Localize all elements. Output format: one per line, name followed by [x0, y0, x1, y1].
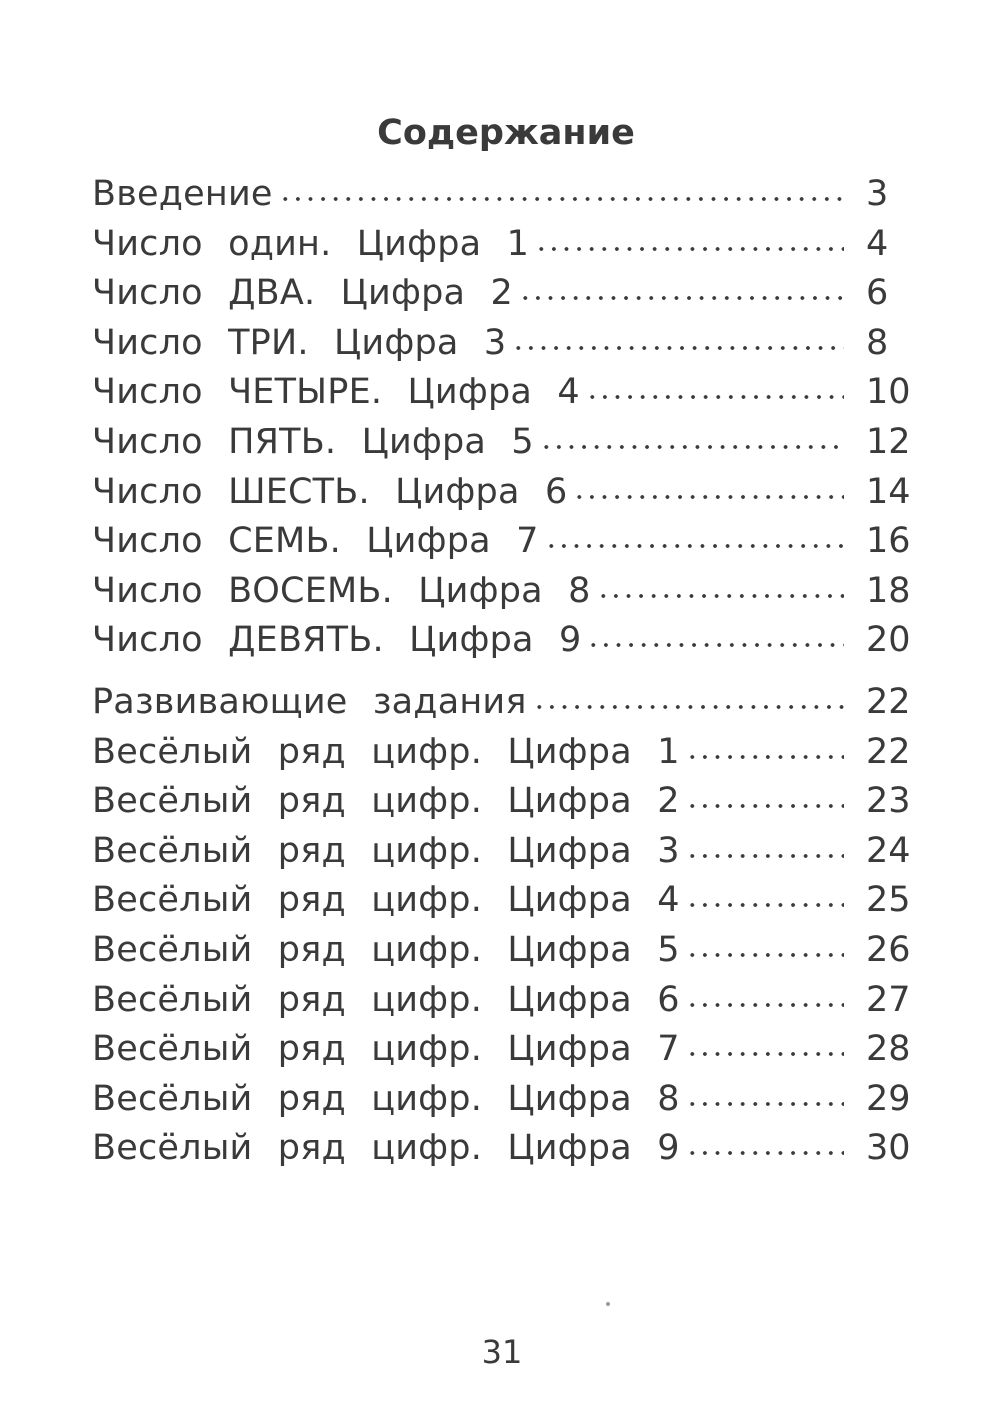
- toc-entry-label: Число СЕМЬ. Цифра 7: [92, 521, 539, 562]
- toc-entry: [92, 319, 918, 369]
- stray-dot-mark: [606, 1302, 610, 1306]
- toc-entry: [92, 220, 918, 270]
- toc-entry-label: Весёлый ряд цифр. Цифра 6: [92, 979, 680, 1020]
- toc-dot-leader: [686, 1000, 844, 1010]
- toc-entry: [92, 1124, 918, 1174]
- toc-dot-leader: [686, 1049, 844, 1059]
- toc-entry: [92, 827, 918, 877]
- toc-entry-label: Развивающие задания: [92, 681, 527, 722]
- toc-entry-label: Число один. Цифра 1: [92, 223, 530, 264]
- toc-dot-leader: [587, 640, 844, 650]
- toc-entry: [92, 567, 918, 617]
- toc-entry: [92, 728, 918, 778]
- toc-entry: [92, 1025, 918, 1075]
- toc-dot-leader: [686, 900, 844, 910]
- toc-entry-page: 29: [866, 1078, 911, 1119]
- toc-entry-label: Весёлый ряд цифр. Цифра 7: [92, 1029, 680, 1070]
- toc-entry-page: 8: [866, 322, 889, 363]
- page-title: Содержание: [377, 113, 635, 153]
- toc-dot-leader: [686, 801, 844, 811]
- toc-entry-page: 16: [866, 521, 911, 562]
- toc-entry-label: Число ПЯТЬ. Цифра 5: [92, 421, 534, 462]
- toc-entry-page: 20: [866, 620, 911, 661]
- toc-entry: [92, 368, 918, 418]
- toc-entry: [92, 1075, 918, 1125]
- toc-dot-leader: [279, 194, 844, 204]
- toc-dot-leader: [545, 541, 844, 551]
- toc-entry-label: Число ДВА. Цифра 2: [92, 273, 513, 314]
- toc-entry-label: Число ШЕСТЬ. Цифра 6: [92, 471, 568, 512]
- toc-entry-label: Весёлый ряд цифр. Цифра 8: [92, 1078, 680, 1119]
- toc-entry-label: Число ДЕВЯТЬ. Цифра 9: [92, 620, 582, 661]
- toc-section: [92, 170, 918, 666]
- toc-dot-leader: [597, 591, 844, 601]
- toc-entry-page: 23: [866, 781, 911, 822]
- toc-entry: [92, 976, 918, 1026]
- toc-entry: [92, 616, 918, 666]
- toc-entry-label: Весёлый ряд цифр. Цифра 4: [92, 880, 680, 921]
- toc-entry: [92, 926, 918, 976]
- toc-entry-label: Весёлый ряд цифр. Цифра 5: [92, 929, 680, 970]
- toc-entry: [92, 517, 918, 567]
- toc-entry-page: 4: [866, 223, 889, 264]
- toc-entry-label: Число ЧЕТЫРЕ. Цифра 4: [92, 372, 580, 413]
- toc-dot-leader: [512, 343, 844, 353]
- toc-entry-page: 30: [866, 1128, 911, 1169]
- toc-entry-page: 3: [866, 174, 889, 214]
- toc-dot-leader: [519, 293, 844, 303]
- table-of-contents: [92, 170, 918, 1174]
- toc-entry-page: 10: [866, 372, 911, 413]
- toc-dot-leader: [686, 752, 844, 762]
- toc-entry-page: 6: [866, 273, 889, 314]
- toc-dot-leader: [686, 950, 844, 960]
- toc-entry-page: 22: [866, 731, 911, 772]
- toc-dot-leader: [686, 1099, 844, 1109]
- toc-entry-page: 25: [866, 880, 911, 921]
- toc-entry-label: Введение: [92, 174, 273, 214]
- toc-entry: [92, 170, 918, 220]
- toc-entry-page: 14: [866, 471, 911, 512]
- toc-entry-label: Весёлый ряд цифр. Цифра 1: [92, 731, 680, 772]
- toc-entry-label: Число ВОСЕМЬ. Цифра 8: [92, 570, 591, 611]
- toc-entry-page: 27: [866, 979, 911, 1020]
- toc-dot-leader: [686, 851, 844, 861]
- toc-entry: [92, 418, 918, 468]
- toc-entry: [92, 269, 918, 319]
- toc-entry-label: Весёлый ряд цифр. Цифра 2: [92, 781, 680, 822]
- toc-dot-leader: [573, 492, 844, 502]
- toc-entry-page: 24: [866, 830, 911, 871]
- toc-entry-label: Весёлый ряд цифр. Цифра 9: [92, 1128, 680, 1169]
- toc-entry-page: 12: [866, 421, 911, 462]
- page-number: 31: [481, 1333, 523, 1371]
- toc-entry: [92, 777, 918, 827]
- toc-entry-page: 28: [866, 1029, 911, 1070]
- toc-dot-leader: [686, 1148, 844, 1158]
- toc-entry-page: 26: [866, 929, 911, 970]
- toc-entry-page: 18: [866, 570, 911, 611]
- toc-dot-leader: [533, 702, 844, 712]
- toc-entry-label: Весёлый ряд цифр. Цифра 3: [92, 830, 680, 871]
- toc-section: [92, 678, 918, 1174]
- toc-dot-leader: [586, 392, 844, 402]
- toc-entry-page: 22: [866, 681, 911, 722]
- toc-entry: [92, 678, 918, 728]
- toc-entry: [92, 468, 918, 518]
- toc-dot-leader: [540, 442, 844, 452]
- toc-entry: [92, 876, 918, 926]
- toc-dot-leader: [535, 244, 844, 254]
- toc-entry-label: Число ТРИ. Цифра 3: [92, 322, 507, 363]
